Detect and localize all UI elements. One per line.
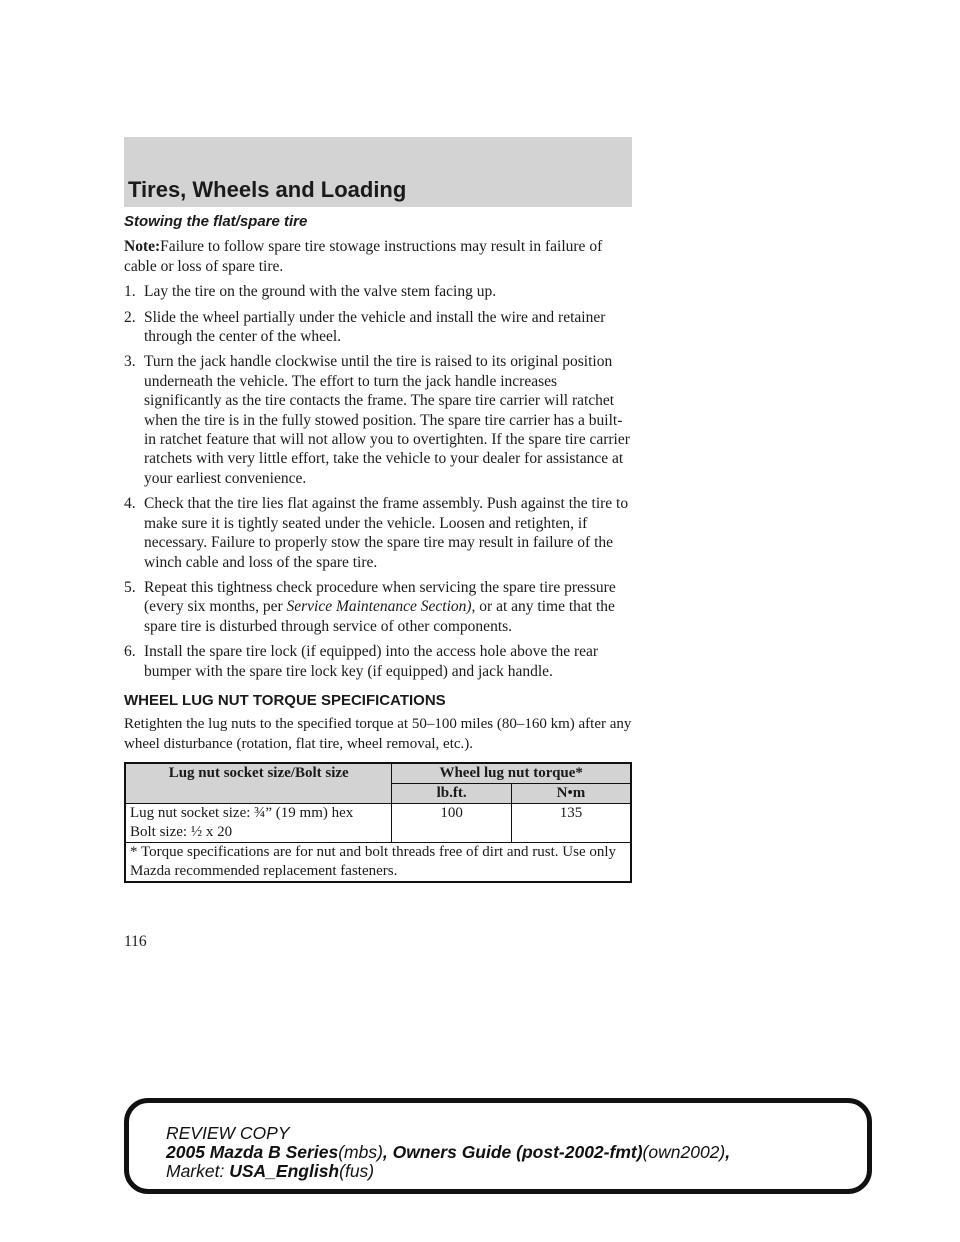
step-number: 6.	[124, 643, 136, 661]
step-text: Check that the tire lies flat against the frame assembly. Push against the tire to make sure it is tightly seated under the vehicle. Loosen and retighten, if necessary. Failure to properly stow the spare tire may result in failure of the winch cable and loss of the spare tire.	[144, 495, 629, 571]
step-item	[124, 352, 632, 488]
socket-size: Lug nut socket size: ¾” (19 mm) hex	[130, 805, 354, 822]
table-cell-size	[125, 804, 392, 843]
step-item	[124, 578, 632, 636]
table-header-lbft: lb.ft.	[392, 784, 512, 804]
table-row	[125, 804, 631, 843]
section-header-band	[124, 137, 632, 207]
step-text: Lay the tire on the ground with the valve stem facing up.	[144, 283, 497, 301]
market-line	[166, 1162, 866, 1181]
step-text: Turn the jack handle clockwise until the tire is raised to its original position underneath the vehicle. The effort to turn the jack handle increases significantly as the tire contacts the frame. The spare tire carrier will ratchet when the tire is in the fully stowed position. The spare tire carrier has a built-in ratchet feature that will not allow you to overtighten. If the spare tire carrier ratchets with very little effort, take the vehicle to your dealer for assistance at your earliest convenience.	[144, 353, 630, 487]
market-label: Market:	[166, 1161, 225, 1181]
step-text: Repeat this tightness check procedure when servicing the spare tire pressure (every six months, per	[144, 578, 616, 616]
step-item	[124, 282, 632, 301]
page-content	[124, 212, 632, 883]
table-header-torque: Wheel lug nut torque*	[392, 763, 631, 784]
stowing-heading: Stowing the flat/spare tire	[124, 213, 308, 230]
torque-heading: WHEEL LUG NUT TORQUE SPECIFICATIONS	[124, 691, 446, 709]
step-item	[124, 494, 632, 572]
table-header-size: Lug nut socket size/Bolt size	[125, 763, 392, 804]
note-label: Note:	[124, 238, 161, 256]
step-number: 1.	[124, 283, 136, 301]
guide-name: Owners Guide (post-2002-fmt)	[392, 1142, 643, 1162]
table-header-nm: N•m	[511, 784, 631, 804]
torque-table	[124, 762, 632, 883]
step-number: 3.	[124, 353, 136, 371]
note-text: Failure to follow spare tire stowage instructions may result in failure of cable or loss of spare tire.	[124, 238, 603, 275]
note-paragraph	[124, 237, 632, 276]
guide-code: (own2002)	[642, 1142, 726, 1162]
separator: ,	[382, 1142, 393, 1162]
stowing-steps	[124, 282, 632, 681]
table-cell-lbft: 100	[392, 804, 512, 843]
section-reference: Service Maintenance Section),	[286, 598, 476, 616]
step-text: Slide the wheel partially under the vehicle and install the wire and retainer through the center of the wheel.	[144, 308, 606, 346]
review-label: REVIEW COPY	[166, 1123, 290, 1143]
model-name: 2005 Mazda B Series	[166, 1142, 339, 1162]
model-code: (mbs)	[338, 1142, 383, 1162]
market-name: USA_English	[229, 1161, 340, 1181]
torque-intro: Retighten the lug nuts to the specified torque at 50–100 miles (80–160 km) after any wheel disturbance (rotation, flat tire, wheel removal, etc.).	[124, 716, 632, 752]
bolt-size: Bolt size: ½ x 20	[130, 824, 233, 841]
step-text-continued: or at any time that the spare tire is disturbed through service of other components.	[144, 598, 615, 635]
step-number: 4.	[124, 495, 136, 513]
step-number: 2.	[124, 308, 136, 326]
step-number: 5.	[124, 578, 136, 596]
table-cell-nm: 135	[511, 804, 631, 843]
step-text: Install the spare tire lock (if equipped) into the access hole above the rear bumper with the spare tire lock key (if equipped) and jack handle.	[144, 643, 599, 680]
review-copy-text	[166, 1124, 866, 1181]
market-code: (fus)	[339, 1161, 375, 1181]
table-footnote: * Torque specifications are for nut and bolt threads free of dirt and rust. Use only Mazda recommended replacement fasteners.	[125, 843, 631, 883]
publication-line	[166, 1143, 866, 1162]
step-item	[124, 308, 632, 347]
separator: ,	[725, 1142, 731, 1162]
section-title: Tires, Wheels and Loading	[128, 177, 407, 202]
step-item	[124, 642, 632, 681]
page-number: 116	[124, 933, 147, 950]
